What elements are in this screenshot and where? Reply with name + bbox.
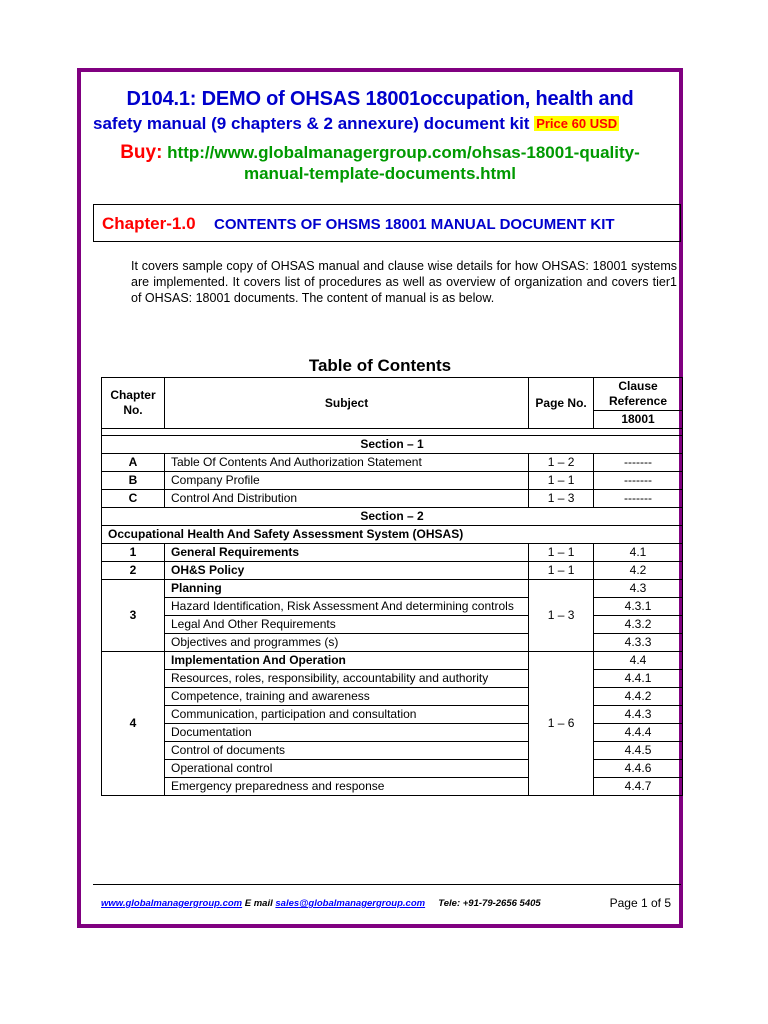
subject-cell: Communication, participation and consultation <box>164 706 528 724</box>
table-row <box>102 760 683 778</box>
chapter-cell: B <box>102 472 165 490</box>
page-cell: 1 – 3 <box>529 580 594 652</box>
clause-cell: 4.4.5 <box>594 742 683 760</box>
header-clause-std: 18001 <box>594 411 683 429</box>
document-title-line2 <box>93 114 619 134</box>
clause-cell: 4.3 <box>594 580 683 598</box>
chapter-number: Chapter-1.0 <box>102 214 196 233</box>
subject-cell: Control of documents <box>164 742 528 760</box>
subject-cell: Documentation <box>164 724 528 742</box>
clause-cell: 4.4 <box>594 652 683 670</box>
clause-cell: ------- <box>594 454 683 472</box>
clause-cell: 4.2 <box>594 562 683 580</box>
table-row <box>102 562 683 580</box>
subject-cell: OH&S Policy <box>164 562 528 580</box>
table-row <box>102 724 683 742</box>
table-row <box>102 652 683 670</box>
header-chapter-no: Chapter No. <box>102 378 165 429</box>
subject-cell: Company Profile <box>164 472 528 490</box>
chapter-cell: 4 <box>102 652 165 796</box>
clause-cell: ------- <box>594 472 683 490</box>
page-number: Page 1 of 5 <box>609 896 671 910</box>
chapter-cell: A <box>102 454 165 472</box>
clause-cell: 4.3.3 <box>594 634 683 652</box>
chapter-cell: 3 <box>102 580 165 652</box>
document-frame <box>77 68 683 928</box>
table-row <box>102 580 683 598</box>
section-2-subheading: Occupational Health And Safety Assessment System (OHSAS) <box>102 526 683 544</box>
subject-cell: Competence, training and awareness <box>164 688 528 706</box>
buy-link-line2[interactable]: manual-template-documents.html <box>243 164 517 183</box>
toc-table <box>101 377 683 796</box>
subject-cell: General Requirements <box>164 544 528 562</box>
clause-cell: 4.4.7 <box>594 778 683 796</box>
footer-email-label: E mail <box>244 898 273 909</box>
subject-cell: Control And Distribution <box>164 490 528 508</box>
subject-cell: Objectives and programmes (s) <box>164 634 528 652</box>
buy-link-line1[interactable]: http://www.globalmanagergroup.com/ohsas-18001-quality- <box>167 143 640 162</box>
buy-block <box>81 142 679 184</box>
header-subject: Subject <box>164 378 528 429</box>
header-clause-reference: Clause Reference <box>594 378 683 411</box>
chapter-cell: 1 <box>102 544 165 562</box>
page-cell: 1 – 1 <box>529 544 594 562</box>
clause-cell: 4.4.6 <box>594 760 683 778</box>
table-row <box>102 544 683 562</box>
subject-cell: Legal And Other Requirements <box>164 616 528 634</box>
clause-cell: 4.4.1 <box>594 670 683 688</box>
table-row <box>102 706 683 724</box>
footer-email-link[interactable]: sales@globalmanagergroup.com <box>275 898 426 909</box>
clause-cell: 4.4.2 <box>594 688 683 706</box>
clause-cell: 4.3.1 <box>594 598 683 616</box>
page-cell: 1 – 1 <box>529 562 594 580</box>
buy-label: Buy: <box>120 142 163 163</box>
footer-telephone: Tele: +91-79-2656 5405 <box>438 898 541 909</box>
subject-cell: Operational control <box>164 760 528 778</box>
table-row <box>102 634 683 652</box>
page-cell: 1 – 1 <box>529 472 594 490</box>
chapter-heading-box <box>93 204 681 242</box>
document-title-line1: D104.1: DEMO of OHSAS 18001occupation, health and <box>126 88 634 110</box>
chapter-cell: C <box>102 490 165 508</box>
clause-cell: ------- <box>594 490 683 508</box>
table-row <box>102 778 683 796</box>
clause-cell: 4.4.4 <box>594 724 683 742</box>
toc-title: Table of Contents <box>308 356 452 375</box>
footer-website-link[interactable]: www.globalmanagergroup.com <box>101 898 243 909</box>
subject-cell: Hazard Identification, Risk Assessment And determining controls <box>164 598 528 616</box>
subject-cell: Resources, roles, responsibility, accountability and authority <box>164 670 528 688</box>
price-badge: Price 60 USD <box>536 116 618 131</box>
header-page-no: Page No. <box>529 378 594 429</box>
subject-cell: Table Of Contents And Authorization Statement <box>164 454 528 472</box>
footer-contact <box>101 898 541 909</box>
subject-cell: Planning <box>164 580 528 598</box>
clause-cell: 4.4.3 <box>594 706 683 724</box>
page-cell: 1 – 3 <box>529 490 594 508</box>
subject-cell: Emergency preparedness and response <box>164 778 528 796</box>
table-row <box>102 454 683 472</box>
clause-cell: 4.1 <box>594 544 683 562</box>
subject-cell: Implementation And Operation <box>164 652 528 670</box>
table-row <box>102 670 683 688</box>
table-row <box>102 742 683 760</box>
table-row <box>102 616 683 634</box>
section-1-heading: Section – 1 <box>102 436 683 454</box>
document-title-line2-text: safety manual (9 chapters & 2 annexure) document kit <box>93 114 530 133</box>
intro-paragraph: It covers sample copy of OHSAS manual and clause wise details for how OHSAS: 18001 systems are implemented. It covers list of procedures as well as overview of organization and covers tier1 of OHSAS: 18001 documents. The content of manual is as below. <box>131 259 677 305</box>
table-row <box>102 490 683 508</box>
page-cell: 1 – 6 <box>529 652 594 796</box>
table-row <box>102 688 683 706</box>
chapter-title: CONTENTS OF OHSMS 18001 MANUAL DOCUMENT KIT <box>214 216 615 233</box>
table-row <box>102 598 683 616</box>
chapter-cell: 2 <box>102 562 165 580</box>
page-cell: 1 – 2 <box>529 454 594 472</box>
clause-cell: 4.3.2 <box>594 616 683 634</box>
toc-header-row <box>102 378 683 411</box>
table-row <box>102 472 683 490</box>
section-2-heading: Section – 2 <box>102 508 683 526</box>
footer-divider <box>93 884 681 885</box>
